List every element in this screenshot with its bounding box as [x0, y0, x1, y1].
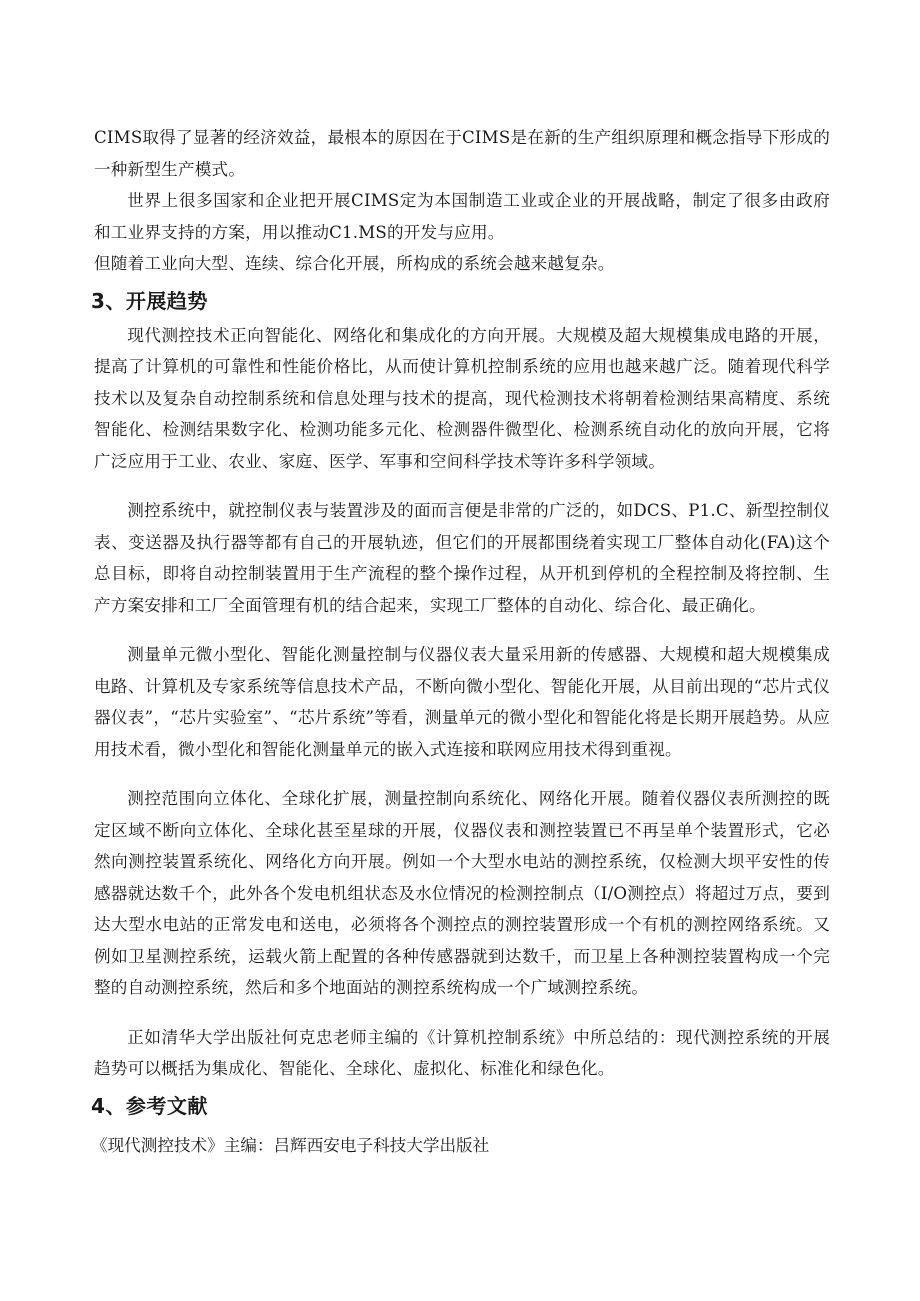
- section-heading-references: 4、参考文献: [91, 1093, 208, 1118]
- paragraph-globalization: 测控范围向立体化、全球化扩展，测量控制向系统化、网络化开展。随着仪器仪表所测控的既定区域不断向立体化、全球化甚至星球的开展，仪器仪表和测控装置已不再呈单个装置形式，它必然向测控装置系统化、网络化方向开展。例如一个大型水电站的测控系统，仅检测大坝平安性的传感器就达数千个，此外各个发电机组状态及水位情况的检测控制点（I/O测控点）将超过万点，要到达大型水电站的正常发电和送电，必须将各个测控点的测控装置形成一个有机的测控网络系统。又例如卫星测控系统，运载火箭上配置的各种传感器就到达数千，而卫星上各种测控装置构成一个完整的自动测控系统，然后和多个地面站的测控系统构成一个广域测控系统。: [94, 789, 830, 997]
- section-heading-trends: 3、开展趋势: [91, 288, 208, 313]
- paragraph-summary: 正如清华大学出版社何克忠老师主编的《计算机控制系统》中所总结的：现代测控系统的开展趋势可以概括为集成化、智能化、全球化、虚拟化、标准化和绿色化。: [94, 1027, 830, 1078]
- paragraph-complexity: 但随着工业向大型、连续、综合化开展，所构成的系统会越来越复杂。: [94, 254, 615, 273]
- paragraph-cims-benefit: CIMS取得了显著的经济效益，最根本的原因在于CIMS是在新的生产组织原理和概念指导下形成的一种新型生产模式。: [94, 128, 830, 179]
- reference-item: 《现代测控技术》主编：吕辉西安电子科技大学出版社: [91, 1135, 490, 1155]
- paragraph-trend-intelligence: 现代测控技术正向智能化、网络化和集成化的方向开展。大规模及超大规模集成电路的开展，提高了计算机的可靠性和性能价格比，从而使计算机控制系统的应用也越来越广泛。随着现代科学技术以及复杂自动控制系统和信息处理与技术的提高，现代检测技术将朝着检测结果高精度、系统智能化、检测结果数字化、检测功能多元化、检测器件微型化、检测系统自动化的放向开展，它将广泛应用于工业、农业、家庭、医学、军事和空间科学技术等许多科学领域。: [94, 325, 830, 471]
- paragraph-cims-strategy: 世界上很多国家和企业把开展CIMS定为本国制造工业或企业的开展战略，制定了很多由政府和工业界支持的方案，用以推动C1.MS的开发与应用。: [94, 191, 830, 242]
- paragraph-miniaturization: 测量单元微小型化、智能化测量控制与仪器仪表大量采用新的传感器、大规模和超大规模集成电路、计算机及专家系统等信息技术产品，不断向微小型化、智能化开展，从目前出现的“芯片式仪器仪表”，“芯片实验室”、“芯片系统”等看，测量单元的微小型化和智能化将是长期开展趋势。从应用技术看，微小型化和智能化测量单元的嵌入式连接和联网应用技术得到重视。: [94, 645, 830, 759]
- document-page: [91, 122, 830, 1161]
- paragraph-control-instruments: 测控系统中，就控制仪表与装置涉及的面而言便是非常的广泛的，如DCS、P1.C、新型控制仪表、变送器及执行器等都有自己的开展轨迹，但它们的开展都围绕着实现工厂整体自动化(FA)这个总目标，即将自动控制装置用于生产流程的整个操作过程，从开机到停机的全程控制及将控制、生产方案安排和工厂全面管理有机的结合起来，实现工厂整体的自动化、综合化、最正确化。: [94, 501, 830, 615]
